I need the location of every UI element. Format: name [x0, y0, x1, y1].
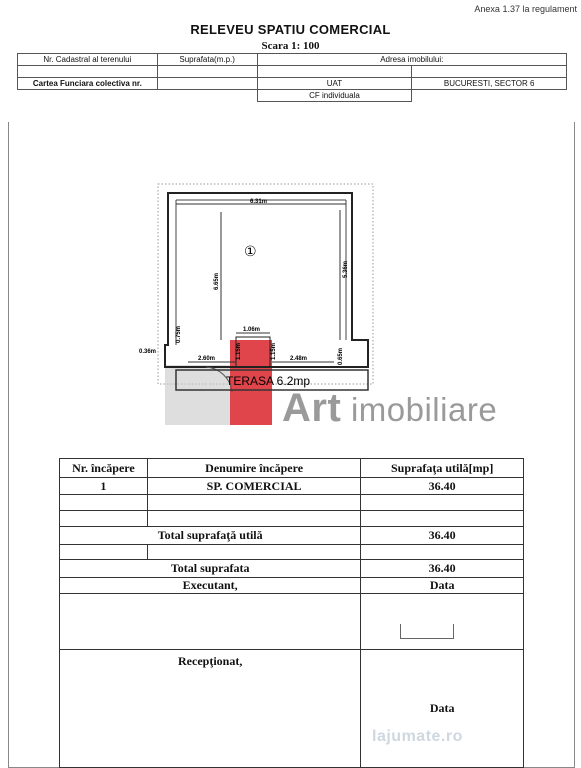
executant-signature — [60, 594, 361, 650]
total-label: Total suprafata — [60, 560, 361, 578]
surface-label: Suprafata(m.p.) — [157, 54, 257, 66]
logo-grey-block — [165, 365, 230, 425]
address-label: Adresa imobilului: — [257, 54, 566, 66]
scale-label: Scara 1: 100 — [261, 40, 320, 52]
dim-door-depth-left: 1.15m — [236, 342, 242, 360]
col-header-denumire: Denumire încăpere — [147, 459, 361, 478]
room-nr: 1 — [60, 478, 148, 495]
total-util-value: 36.40 — [361, 527, 524, 545]
dim-door-width: 1.06m — [243, 327, 261, 333]
signature-line — [400, 624, 454, 639]
terrace-label: TERASA 6.2mp — [226, 374, 311, 388]
data-label-2: Data — [361, 650, 524, 768]
col-header-nr: Nr. încăpere — [60, 459, 148, 478]
cadastral-label: Nr. Cadastral al terenului — [18, 54, 158, 66]
room-number-marker: ① — [244, 244, 257, 260]
dim-door-depth-right: 1.15m — [271, 342, 277, 360]
site-watermark: lajumate.ro — [372, 728, 463, 745]
uat-label: UAT — [257, 78, 412, 90]
brand-logo — [282, 386, 497, 431]
dim-right-height: 5.36m — [343, 260, 349, 278]
cf-individuala-label: CF individuala — [257, 90, 412, 102]
total-value: 36.40 — [361, 560, 524, 578]
data-signature-1 — [361, 594, 524, 650]
dim-top-width: 6.31m — [250, 199, 268, 205]
receptionat-label: Recepţionat, — [60, 650, 361, 768]
annex-label: Anexa 1.37 la regulament — [474, 4, 577, 14]
uat-value: BUCURESTI, SECTOR 6 — [412, 78, 567, 90]
total-util-label: Total suprafaţă utilă — [60, 527, 361, 545]
document-title: RELEVEU SPATIU COMERCIAL — [190, 22, 391, 37]
carte-funciara-label: Cartea Funciara colectiva nr. — [18, 78, 158, 90]
dim-bottom-right: 2.48m — [290, 356, 308, 362]
dim-left-height: 6.65m — [214, 272, 220, 290]
room-name: SP. COMERCIAL — [147, 478, 361, 495]
dim-bottom-left: 2.60m — [198, 356, 216, 362]
table-row — [60, 478, 524, 495]
brand-rest: imobiliare — [341, 391, 498, 428]
rooms-table — [59, 458, 524, 768]
dim-right-step: 0.65m — [338, 347, 344, 365]
col-header-suprafata: Suprafaţa utilă[mp] — [361, 459, 524, 478]
room-area: 36.40 — [361, 478, 524, 495]
dim-left-offset: 0.36m — [139, 349, 157, 355]
brand-bold: Art — [282, 386, 342, 430]
executant-label: Executant, — [60, 578, 361, 594]
data-label-1: Data — [361, 578, 524, 594]
dim-left-step: 0.75m — [176, 325, 182, 343]
